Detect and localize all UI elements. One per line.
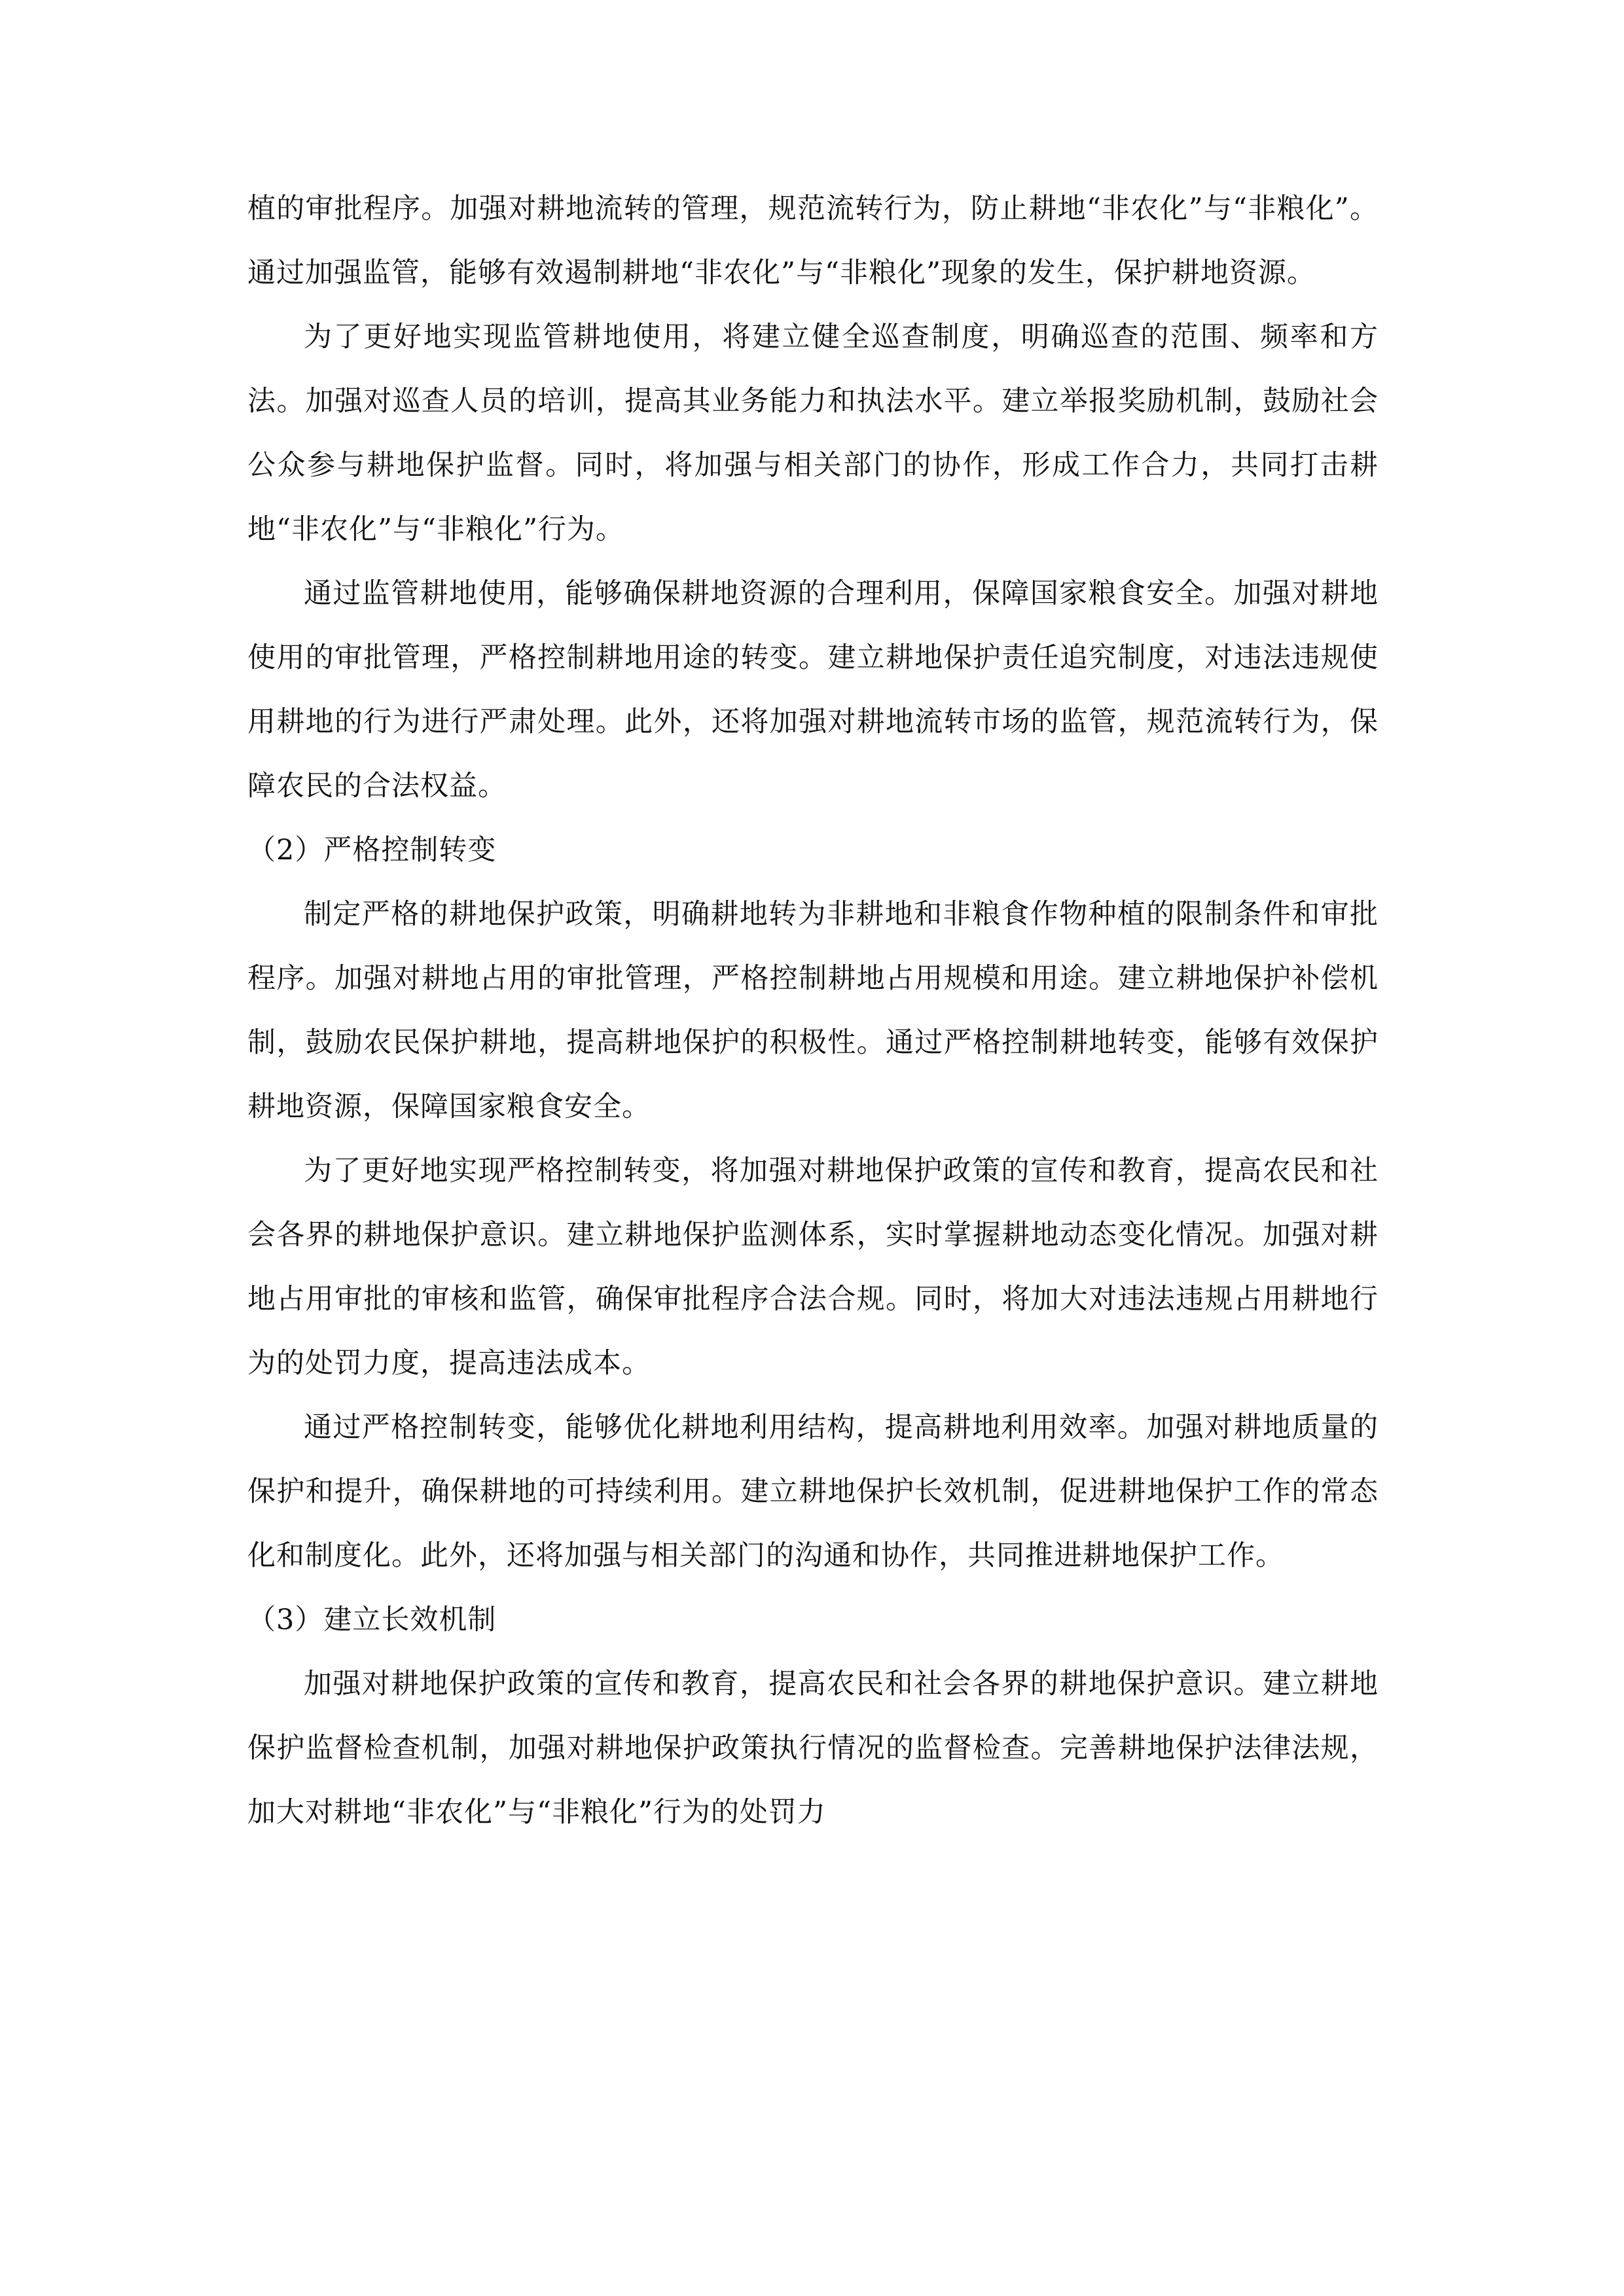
section-heading-strict-control: （2）严格控制转变 (247, 834, 497, 867)
document-body (247, 177, 1379, 1844)
section-heading-long-term-mechanism: （3）建立长效机制 (247, 1604, 497, 1636)
paragraph-long-term-mechanism: 加强对耕地保护政策的宣传和教育，提高农民和社会各界的耕地保护意识。建立耕地保护监督检查机制，加强对耕地保护政策执行情况的监督检查。完善耕地保护法律法规，加大对耕地“非农化”与“非粮化”行为的处罚力 (247, 1668, 1379, 1829)
paragraph-strict-policy: 制定严格的耕地保护政策，明确耕地转为非耕地和非粮食作物种植的限制条件和审批程序。加强对耕地占用的审批管理，严格控制耕地占用规模和用途。建立耕地保护补偿机制，鼓励农民保护耕地，提高耕地保护的积极性。通过严格控制耕地转变，能够有效保护耕地资源，保障国家粮食安全。 (247, 898, 1379, 1123)
paragraph-supervision-benefits: 通过监管耕地使用，能够确保耕地资源的合理利用，保障国家粮食安全。加强对耕地使用的审批管理，严格控制耕地用途的转变。建立耕地保护责任追究制度，对违法违规使用耕地的行为进行严肃处理。此外，还将加强对耕地流转市场的监管，规范流转行为，保障农民的合法权益。 (247, 577, 1379, 802)
paragraph-strict-control-benefits: 通过严格控制转变，能够优化耕地利用结构，提高耕地利用效率。加强对耕地质量的保护和提升，确保耕地的可持续利用。建立耕地保护长效机制，促进耕地保护工作的常态化和制度化。此外，还将加强与相关部门的沟通和协作，共同推进耕地保护工作。 (247, 1411, 1379, 1572)
paragraph-strict-control-measures: 为了更好地实现严格控制转变，将加强对耕地保护政策的宣传和教育，提高农民和社会各界的耕地保护意识。建立耕地保护监测体系，实时掌握耕地动态变化情况。加强对耕地占用审批的审核和监管，确保审批程序合法合规。同时，将加大对违法违规占用耕地行为的处罚力度，提高违法成本。 (247, 1155, 1379, 1380)
paragraph-inspection-system: 为了更好地实现监管耕地使用，将建立健全巡查制度，明确巡查的范围、频率和方法。加强对巡查人员的培训，提高其业务能力和执法水平。建立举报奖励机制，鼓励社会公众参与耕地保护监督。同时，将加强与相关部门的协作，形成工作合力，共同打击耕地“非农化”与“非粮化”行为。 (247, 321, 1379, 546)
paragraph-continuation: 植的审批程序。加强对耕地流转的管理，规范流转行为，防止耕地“非农化”与“非粮化”。通过加强监管，能够有效遏制耕地“非农化”与“非粮化”现象的发生，保护耕地资源。 (247, 192, 1379, 289)
